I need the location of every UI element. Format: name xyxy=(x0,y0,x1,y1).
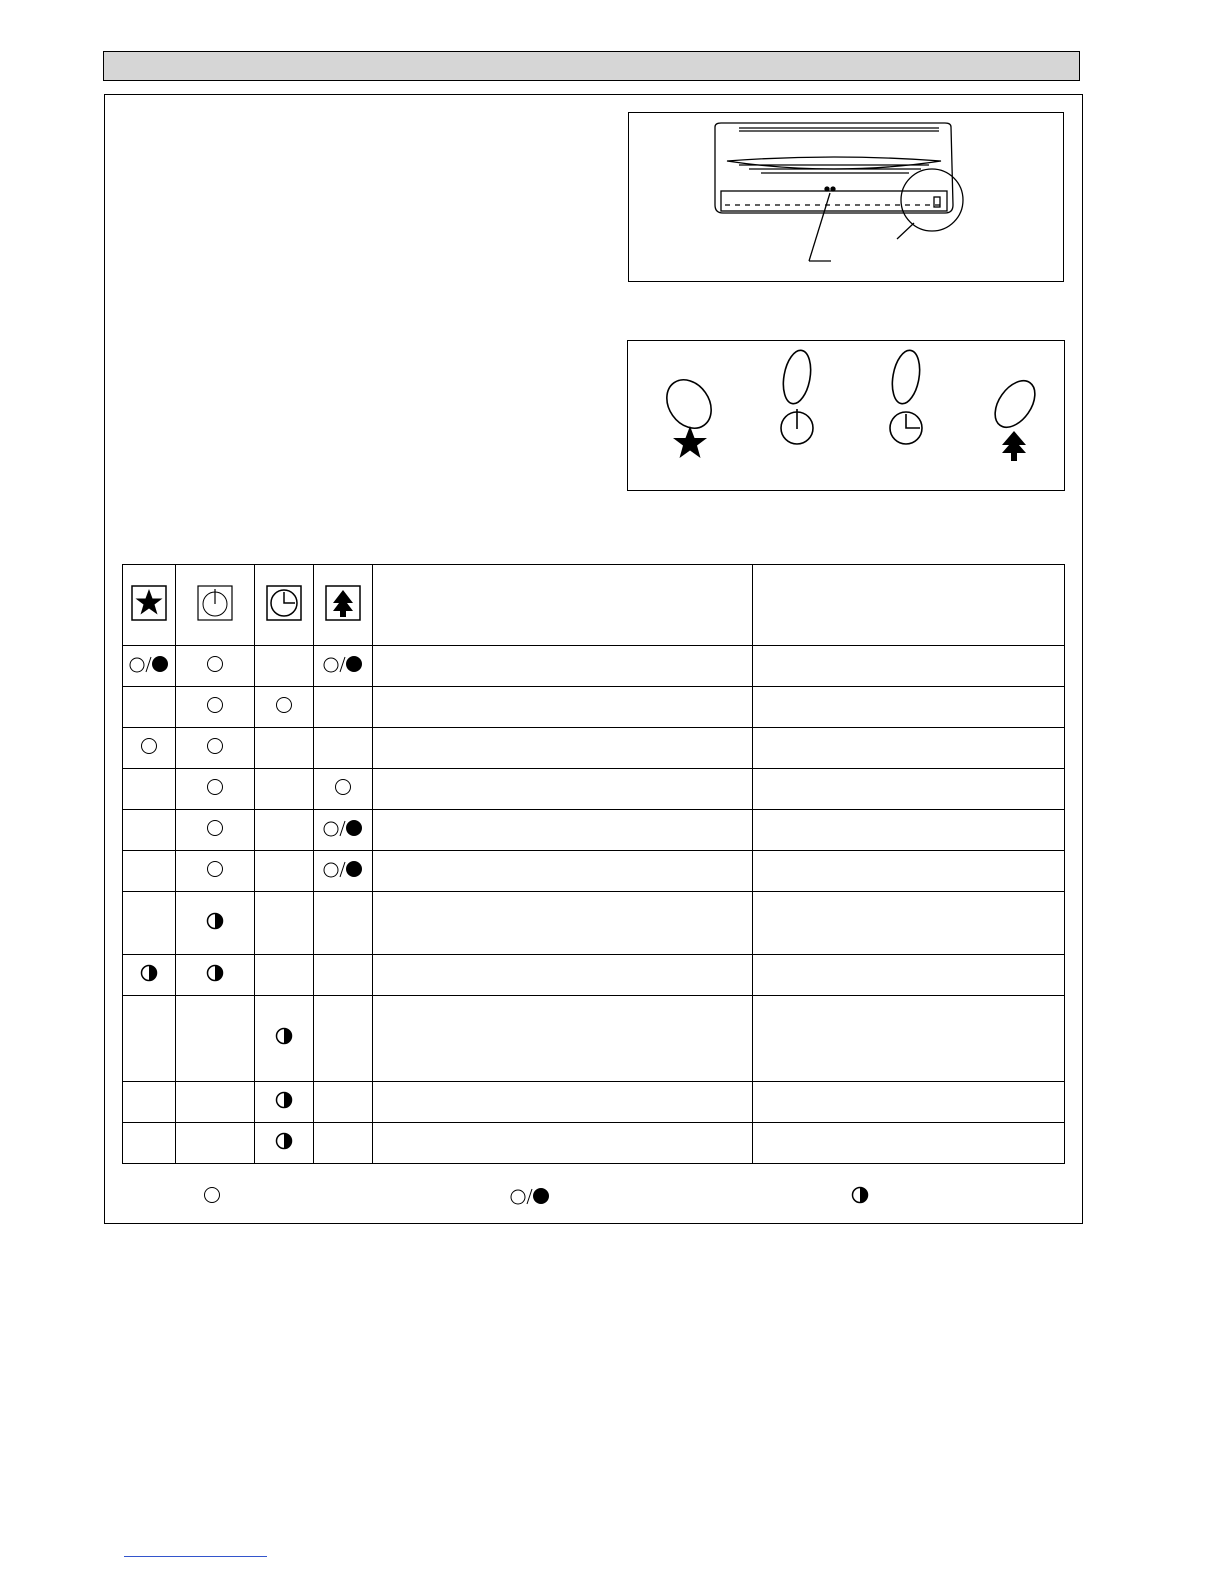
header-power xyxy=(176,565,255,646)
led-cell xyxy=(176,687,255,728)
led-cell xyxy=(176,810,255,851)
timer-icon xyxy=(890,412,922,444)
description-cell xyxy=(373,892,753,955)
led-cell xyxy=(314,769,373,810)
star-icon xyxy=(131,585,167,621)
indoor-unit-illustration xyxy=(629,113,1065,283)
description-cell xyxy=(373,851,753,892)
operation-panel-figure xyxy=(627,340,1065,491)
led-blink-symbol xyxy=(851,1191,869,1208)
indoor-unit-figure xyxy=(628,112,1064,282)
star-icon xyxy=(673,426,707,458)
table-row xyxy=(123,810,1065,851)
description-cell xyxy=(373,996,753,1082)
description-cell xyxy=(373,687,753,728)
description-cell xyxy=(373,1082,753,1123)
led-blink-icon xyxy=(275,1132,293,1150)
remarks-cell xyxy=(753,646,1065,687)
led-cell xyxy=(255,687,314,728)
header-remarks xyxy=(753,565,1065,646)
led-cell xyxy=(176,1123,255,1164)
tree-icon xyxy=(1002,431,1026,461)
led-cell xyxy=(176,728,255,769)
table-row xyxy=(123,996,1065,1082)
led-cell xyxy=(123,996,176,1082)
led-on-symbol xyxy=(203,1191,221,1208)
led-cell xyxy=(314,1082,373,1123)
led-on-off-icon xyxy=(129,654,169,674)
led-cell xyxy=(314,851,373,892)
remarks-cell xyxy=(753,996,1065,1082)
remarks-cell xyxy=(753,1123,1065,1164)
led-on-off-icon xyxy=(323,654,363,674)
star-button-outline xyxy=(658,371,721,437)
led-on-off-icon xyxy=(510,1186,550,1206)
led-cell xyxy=(123,810,176,851)
led-cell xyxy=(176,769,255,810)
led-cell xyxy=(176,646,255,687)
led-cell xyxy=(176,955,255,996)
led-on-icon xyxy=(206,737,224,755)
led-blink-icon xyxy=(275,1091,293,1109)
header-timer xyxy=(255,565,314,646)
led-on-icon xyxy=(140,737,158,755)
led-blink-icon xyxy=(140,964,158,982)
led-cell xyxy=(123,851,176,892)
description-cell xyxy=(373,810,753,851)
led-on-icon xyxy=(206,860,224,878)
tree-icon xyxy=(325,585,361,621)
table-row xyxy=(123,892,1065,955)
led-blink-icon xyxy=(206,964,224,982)
table-row xyxy=(123,687,1065,728)
led-cell xyxy=(123,687,176,728)
table-row xyxy=(123,851,1065,892)
led-cell xyxy=(123,769,176,810)
remarks-cell xyxy=(753,851,1065,892)
table-row xyxy=(123,646,1065,687)
remarks-cell xyxy=(753,687,1065,728)
led-cell xyxy=(255,996,314,1082)
led-cell xyxy=(176,1082,255,1123)
table-header-row xyxy=(123,565,1065,646)
led-on-icon xyxy=(206,655,224,673)
footer-link-underline[interactable] xyxy=(124,1556,267,1557)
led-on-icon xyxy=(334,778,352,796)
legend-on xyxy=(203,1186,221,1209)
led-cell xyxy=(314,810,373,851)
remarks-cell xyxy=(753,1082,1065,1123)
power-icon xyxy=(197,585,233,621)
description-cell xyxy=(373,769,753,810)
led-blink-icon xyxy=(275,1027,293,1045)
led-cell xyxy=(176,892,255,955)
led-blink-icon xyxy=(206,912,224,930)
led-cell xyxy=(123,1082,176,1123)
header-description xyxy=(373,565,753,646)
description-cell xyxy=(373,646,753,687)
legend-on-off xyxy=(510,1186,550,1211)
led-cell xyxy=(255,769,314,810)
led-cell xyxy=(123,1123,176,1164)
remarks-cell xyxy=(753,769,1065,810)
power-icon xyxy=(781,409,813,444)
led-cell xyxy=(123,955,176,996)
operation-panel-illustration xyxy=(628,341,1066,492)
led-on-icon xyxy=(275,696,293,714)
led-cell xyxy=(255,728,314,769)
legend-blink xyxy=(851,1186,869,1209)
led-cell xyxy=(314,996,373,1082)
led-cell xyxy=(255,646,314,687)
table-row xyxy=(123,1123,1065,1164)
led-cell xyxy=(314,892,373,955)
led-cell xyxy=(314,687,373,728)
led-on-off-icon xyxy=(323,859,363,879)
remarks-cell xyxy=(753,728,1065,769)
remarks-cell xyxy=(753,892,1065,955)
table-row xyxy=(123,728,1065,769)
remarks-cell xyxy=(753,810,1065,851)
led-on-icon xyxy=(206,819,224,837)
led-cell xyxy=(255,1082,314,1123)
led-on-icon xyxy=(206,778,224,796)
tree-button-outline xyxy=(987,374,1043,435)
led-on-icon xyxy=(206,696,224,714)
table-row xyxy=(123,769,1065,810)
led-cell xyxy=(176,851,255,892)
description-cell xyxy=(373,955,753,996)
led-cell xyxy=(123,646,176,687)
header-star xyxy=(123,565,176,646)
led-blink-icon xyxy=(851,1186,869,1204)
description-cell xyxy=(373,728,753,769)
power-button-outline xyxy=(780,348,815,406)
section-header-bar xyxy=(103,51,1080,81)
led-cell xyxy=(255,955,314,996)
led-on-off-symbol xyxy=(510,1193,550,1210)
table-row xyxy=(123,1082,1065,1123)
description-cell xyxy=(373,1123,753,1164)
led-cell xyxy=(314,728,373,769)
table-row xyxy=(123,955,1065,996)
led-cell xyxy=(255,892,314,955)
led-on-icon xyxy=(203,1186,221,1204)
header-tree xyxy=(314,565,373,646)
led-cell xyxy=(314,955,373,996)
led-cell xyxy=(314,1123,373,1164)
led-cell xyxy=(314,646,373,687)
led-cell xyxy=(123,728,176,769)
led-on-off-icon xyxy=(323,818,363,838)
remarks-cell xyxy=(753,955,1065,996)
led-cell xyxy=(255,851,314,892)
led-cell xyxy=(176,996,255,1082)
timer-button-outline xyxy=(889,348,924,406)
led-cell xyxy=(123,892,176,955)
led-cell xyxy=(255,1123,314,1164)
led-status-table xyxy=(122,564,1065,1164)
led-cell xyxy=(255,810,314,851)
timer-icon xyxy=(266,585,302,621)
